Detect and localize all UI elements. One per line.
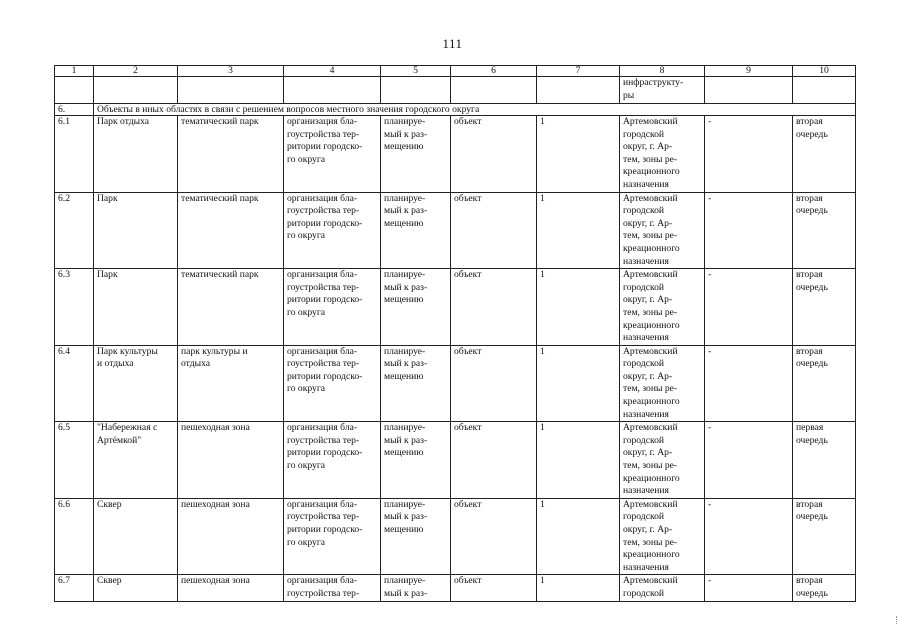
text-line: гоустройства тер- xyxy=(287,128,360,140)
cell xyxy=(537,77,620,104)
column-number: 7 xyxy=(537,66,620,77)
text-line: го округа xyxy=(287,230,326,242)
cell-quantity: 1 xyxy=(537,422,620,499)
cell-type xyxy=(178,116,284,193)
text-line: тем, зоны ре- xyxy=(623,383,678,395)
text-line: городской xyxy=(623,434,665,446)
cell-unit: объект xyxy=(451,575,537,601)
text-line: гоустройства тер- xyxy=(287,511,360,523)
text-line: назначения xyxy=(623,178,669,190)
text-line: округ, г. Ар- xyxy=(623,447,673,459)
table-row xyxy=(55,422,856,499)
cell-quantity: 1 xyxy=(537,269,620,346)
text-line: го округа xyxy=(287,460,326,472)
cell-number: 6.7 xyxy=(55,575,94,601)
cell-location xyxy=(620,192,705,269)
cell-status xyxy=(381,269,451,346)
text-line: пешеходная зона xyxy=(181,422,250,434)
text-line: очередь xyxy=(796,587,828,599)
cell-number: 6.1 xyxy=(55,116,94,193)
objects-table xyxy=(54,65,856,602)
text-line: Артемовский xyxy=(623,575,678,587)
cell-status xyxy=(381,575,451,601)
cell-name xyxy=(94,575,178,601)
column-number: 4 xyxy=(284,66,381,77)
cell-unit: объект xyxy=(451,345,537,422)
text-line: очередь xyxy=(796,205,828,217)
cell xyxy=(284,77,381,104)
cell-location xyxy=(620,575,705,601)
cell-type xyxy=(178,498,284,575)
text-line: Артемовский xyxy=(623,498,678,510)
cell-name xyxy=(94,422,178,499)
text-line: городской xyxy=(623,358,665,370)
text-line: вторая xyxy=(796,192,823,204)
text-line: Парк отдыха xyxy=(97,116,150,127)
text-line: Артемовский xyxy=(623,345,678,357)
text-line: организация бла- xyxy=(287,498,358,510)
text-line: организация бла- xyxy=(287,345,358,357)
cell-name xyxy=(94,345,178,422)
cell xyxy=(793,77,856,104)
text-line: гоустройства тер- xyxy=(287,205,360,217)
text-line: мый к раз- xyxy=(384,128,428,140)
text-line: назначения xyxy=(623,485,669,497)
text-line: мещению xyxy=(384,524,424,535)
cell-purpose xyxy=(284,422,381,499)
text-line: и отдыха xyxy=(97,358,134,370)
text-line: городской xyxy=(623,587,665,599)
text-line: организация бла- xyxy=(287,575,358,587)
text-line: вторая xyxy=(796,498,823,510)
text-line: планируе- xyxy=(384,498,426,510)
cell-location xyxy=(620,345,705,422)
text-line: округ, г. Ар- xyxy=(623,294,673,306)
text-line: мещению xyxy=(384,217,424,229)
text-line: ритории городско- xyxy=(287,524,363,535)
text-line: мещению xyxy=(384,294,424,306)
text-line: городской xyxy=(623,511,665,523)
cell-type xyxy=(178,422,284,499)
cell-zone: - xyxy=(705,498,793,575)
text-line: городской xyxy=(623,281,665,293)
text-line: округ, г. Ар- xyxy=(623,217,673,229)
cell-number: 6.4 xyxy=(55,345,94,422)
text-line: креационного xyxy=(623,396,680,408)
text-line: ритории городско- xyxy=(287,447,363,459)
column-number: 1 xyxy=(55,66,94,77)
text-line: отдыха xyxy=(181,358,210,370)
text-line: тематический парк xyxy=(181,116,259,127)
cell-unit: объект xyxy=(451,498,537,575)
cell-purpose xyxy=(284,345,381,422)
text-line: планируе- xyxy=(384,422,426,434)
cell-status xyxy=(381,345,451,422)
text-line: планируе- xyxy=(384,345,426,357)
text-line: "Набережная с xyxy=(97,422,158,434)
text-line: Артемовский xyxy=(623,422,678,434)
text-line: мещению xyxy=(384,447,424,459)
cell-stage xyxy=(793,192,856,269)
cell-stage xyxy=(793,345,856,422)
cell-purpose xyxy=(284,192,381,269)
text-line: Парк культуры xyxy=(97,345,158,357)
text-line: тематический парк xyxy=(181,192,259,204)
column-number-row xyxy=(55,66,856,77)
text-line: креационного xyxy=(623,242,680,254)
text-line: ритории городско- xyxy=(287,294,363,306)
cell-name xyxy=(94,498,178,575)
text-line: Артёмкой" xyxy=(97,434,142,446)
text-line: тем, зоны ре- xyxy=(623,536,678,548)
text-line: Сквер xyxy=(97,498,122,510)
cell-number: 6.6 xyxy=(55,498,94,575)
cell-quantity: 1 xyxy=(537,116,620,193)
text-line: планируе- xyxy=(384,192,426,204)
cell-location xyxy=(620,269,705,346)
text-line: городской xyxy=(623,205,665,217)
cell-stage xyxy=(793,116,856,193)
text-line: го округа xyxy=(287,153,326,165)
cell xyxy=(178,77,284,104)
column-number: 6 xyxy=(451,66,537,77)
column-number: 10 xyxy=(793,66,856,77)
cell-location xyxy=(620,422,705,499)
text-line: гоустройства тер- xyxy=(287,587,360,599)
cell-quantity: 1 xyxy=(537,192,620,269)
cell-zone: - xyxy=(705,422,793,499)
text-line: очередь xyxy=(796,358,828,370)
cell-quantity: 1 xyxy=(537,575,620,601)
text-line: го округа xyxy=(287,383,326,395)
cell-unit: объект xyxy=(451,192,537,269)
cell-status xyxy=(381,192,451,269)
cell-stage xyxy=(793,498,856,575)
text-line: назначения xyxy=(623,332,669,344)
cell-number: 6.5 xyxy=(55,422,94,499)
cell xyxy=(705,77,793,104)
cell-name xyxy=(94,116,178,193)
text-line: мый к раз- xyxy=(384,281,428,293)
text-line: вторая xyxy=(796,345,823,357)
text-line: округ, г. Ар- xyxy=(623,370,673,382)
column-number: 5 xyxy=(381,66,451,77)
cell xyxy=(451,77,537,104)
cell-unit: объект xyxy=(451,269,537,346)
cell-quantity: 1 xyxy=(537,345,620,422)
cell-stage xyxy=(793,422,856,499)
text-line: креационного xyxy=(623,166,680,178)
text-line: пешеходная зона xyxy=(181,575,250,587)
cell-number: 6.2 xyxy=(55,192,94,269)
cell-unit: объект xyxy=(451,422,537,499)
cell-type xyxy=(178,192,284,269)
cell-type xyxy=(178,269,284,346)
text-line: очередь xyxy=(796,434,828,446)
text-line: очередь xyxy=(796,511,828,523)
cell-name xyxy=(94,192,178,269)
section-title: Объекты в иных областях в связи с решением вопросов местного значения городского округа xyxy=(94,104,856,116)
table-row xyxy=(55,575,856,601)
text-line: мый к раз- xyxy=(384,358,428,370)
cell-zone: - xyxy=(705,345,793,422)
cell-location xyxy=(620,77,705,104)
text-line: тематический парк xyxy=(181,269,259,281)
text-line: Артемовский xyxy=(623,192,678,204)
text-line: организация бла- xyxy=(287,192,358,204)
scan-mark xyxy=(896,616,899,624)
cell xyxy=(381,77,451,104)
text-line: Артемовский xyxy=(623,116,678,127)
text-line: мещению xyxy=(384,141,424,153)
text-line: мый к раз- xyxy=(384,434,428,446)
text-line: планируе- xyxy=(384,269,426,281)
cell-unit: объект xyxy=(451,116,537,193)
text-line: го округа xyxy=(287,536,326,548)
column-number: 2 xyxy=(94,66,178,77)
cell xyxy=(55,77,94,104)
text-line: тем, зоны ре- xyxy=(623,460,678,472)
table-body xyxy=(55,66,856,602)
table-row xyxy=(55,498,856,575)
table-row xyxy=(55,345,856,422)
cell-zone: - xyxy=(705,116,793,193)
cell-stage xyxy=(793,269,856,346)
text-line: назначения xyxy=(623,408,669,420)
text-line: округ, г. Ар- xyxy=(623,141,673,153)
continuation-row xyxy=(55,77,856,104)
text-line: вторая xyxy=(796,116,823,127)
column-number: 8 xyxy=(620,66,705,77)
section-number: 6. xyxy=(55,104,94,116)
text-line: Парк xyxy=(97,269,118,281)
cell-status xyxy=(381,116,451,193)
cell-name xyxy=(94,269,178,346)
page-number: 111 xyxy=(442,36,463,51)
cell-location xyxy=(620,116,705,193)
text-line: ритории городско- xyxy=(287,217,363,229)
cell-zone: - xyxy=(705,269,793,346)
text-line: тем, зоны ре- xyxy=(623,230,678,242)
text-line: инфраструкту- xyxy=(623,77,684,88)
text-line: креационного xyxy=(623,472,680,484)
cell-quantity: 1 xyxy=(537,498,620,575)
text-line: планируе- xyxy=(384,116,426,127)
text-line: ритории городско- xyxy=(287,370,363,382)
text-line: креационного xyxy=(623,549,680,561)
text-line: тем, зоны ре- xyxy=(623,153,678,165)
cell-purpose xyxy=(284,269,381,346)
text-line: Сквер xyxy=(97,575,122,587)
text-line: назначения xyxy=(623,561,669,573)
text-line: городской xyxy=(623,128,665,140)
text-line: организация бла- xyxy=(287,422,358,434)
text-line: организация бла- xyxy=(287,269,358,281)
text-line: организация бла- xyxy=(287,116,358,127)
text-line: очередь xyxy=(796,128,828,140)
text-line: Парк xyxy=(97,192,118,204)
text-line: ры xyxy=(623,89,635,101)
text-line: мый к раз- xyxy=(384,511,428,523)
table-row xyxy=(55,269,856,346)
table-row xyxy=(55,116,856,193)
text-line: гоустройства тер- xyxy=(287,358,360,370)
text-line: планируе- xyxy=(384,575,426,587)
section-row xyxy=(55,104,856,116)
text-line: назначения xyxy=(623,255,669,267)
text-line: округ, г. Ар- xyxy=(623,524,673,535)
cell-number: 6.3 xyxy=(55,269,94,346)
cell-stage xyxy=(793,575,856,601)
text-line: вторая xyxy=(796,575,823,587)
text-line: тем, зоны ре- xyxy=(623,306,678,318)
text-line: очередь xyxy=(796,281,828,293)
cell-purpose xyxy=(284,116,381,193)
text-line: гоустройства тер- xyxy=(287,281,360,293)
cell-location xyxy=(620,498,705,575)
text-line: мещению xyxy=(384,370,424,382)
column-number: 3 xyxy=(178,66,284,77)
text-line: вторая xyxy=(796,269,823,281)
text-line: мый к раз- xyxy=(384,205,428,217)
text-line: Артемовский xyxy=(623,269,678,281)
text-line: гоустройства тер- xyxy=(287,434,360,446)
cell-purpose xyxy=(284,575,381,601)
text-line: го округа xyxy=(287,306,326,318)
text-line: мый к раз- xyxy=(384,587,428,599)
cell xyxy=(94,77,178,104)
table-row xyxy=(55,192,856,269)
cell-type xyxy=(178,345,284,422)
column-number: 9 xyxy=(705,66,793,77)
cell-type xyxy=(178,575,284,601)
text-line: пешеходная зона xyxy=(181,498,250,510)
cell-status xyxy=(381,422,451,499)
text-line: парк культуры и xyxy=(181,345,248,357)
text-line: первая xyxy=(796,422,824,434)
cell-zone: - xyxy=(705,575,793,601)
cell-purpose xyxy=(284,498,381,575)
cell-zone: - xyxy=(705,192,793,269)
cell-status xyxy=(381,498,451,575)
text-line: креационного xyxy=(623,319,680,331)
text-line: ритории городско- xyxy=(287,141,363,153)
